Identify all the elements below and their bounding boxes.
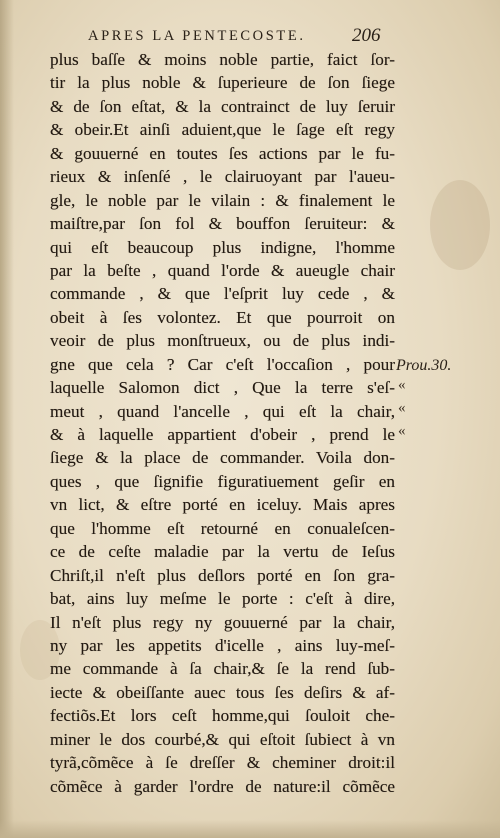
text-line: maiſtre,par ſon fol & bouffon ſeruiteur: & (50, 214, 395, 234)
text-line: cõmẽce à garder l'ordre de nature:il cõmẽce (50, 776, 395, 796)
text-line: meut , quand l'ancelle , qui eſt la chair, (50, 401, 395, 421)
text-line: gne que cela ? Car c'eſt l'occaſion , pour (50, 354, 395, 374)
text-line: laquelle Salomon dict , Que la terre s'eſ- (50, 378, 395, 398)
text-line: tyrã,cõmẽce à ſe dreſſer & cheminer droit:il (50, 753, 395, 773)
text-line: vn lict, & eſtre porté en iceluy. Mais apres (50, 495, 395, 515)
text-line: obeit à ſes volontez. Et que pourroit on (50, 307, 395, 327)
text-line: & à laquelle appartient d'obeir , prend le (50, 425, 395, 444)
text-line: & gouuerné en toutes ſes actions par le fu- (50, 143, 395, 163)
quotation-mark: « (398, 400, 406, 416)
text-line: rieux & inſenſé , le clairuoyant par l'aueu- (50, 167, 395, 187)
text-line: veoir de plus monſtrueux, ou de plus indi- (50, 331, 395, 351)
text-line: miner le dos courbé,& qui eſtoit ſubiect à vn (50, 729, 395, 749)
text-line: fectiõs.Et lors ceſt homme,qui ſouloit che- (50, 706, 395, 726)
page-bottom-shadow (0, 820, 500, 838)
body-text (50, 48, 395, 798)
text-line: Il n'eſt plus regy ny gouuerné par la chair, (50, 612, 395, 632)
page-left-shadow (0, 0, 14, 838)
text-line: Chriſt,il n'eſt plus deſlors porté en ſon gra- (50, 565, 395, 585)
text-line: ques , que ſignifie figuratiuement geſir en (50, 471, 395, 491)
text-line: qui eſt beaucoup plus indigne, l'homme (50, 237, 395, 257)
text-line: ny par les appetits d'icelle , ains luy-meſ- (50, 635, 395, 655)
text-line: gle, le noble par le vilain : & finalement le (50, 190, 395, 210)
marginal-reference: Prou.30. (396, 357, 452, 374)
text-line: & obeir.Et ainſi aduient,que le ſage eſt regy (50, 120, 395, 140)
text-line: commande , & que l'eſprit luy cede , & (50, 284, 395, 304)
quotation-mark: « (398, 377, 406, 393)
text-line: me commande à ſa chair,& ſe la rend ſub- (50, 659, 395, 679)
paper-stain (430, 180, 490, 270)
text-line: bat, ains luy meſme le porte : c'eſt à dire, (50, 589, 395, 609)
page-number: 206 (352, 25, 381, 46)
text-line: iecte & obeiſſante auec tous ſes deſirs & af- (50, 682, 395, 702)
text-line: & de ſon eſtat, & la contrainct de luy ſeruir (50, 96, 395, 116)
text-line: tir la plus noble & ſuperieure de ſon ſiege (50, 73, 395, 93)
text-line: que l'homme eſt retourné en conualeſcen- (50, 518, 395, 538)
text-line: ſiege & la place de commander. Voila don- (50, 448, 395, 468)
text-line: plus baſſe & moins noble partie, faict ſor- (50, 50, 395, 69)
text-line: par la beſte , quand l'orde & aueugle chair (50, 260, 395, 280)
text-line: ce de ceſte maladie par la vertu de Ieſus (50, 542, 395, 562)
quotation-mark: « (398, 423, 406, 439)
running-head: APRES LA PENTECOSTE. (88, 28, 306, 44)
